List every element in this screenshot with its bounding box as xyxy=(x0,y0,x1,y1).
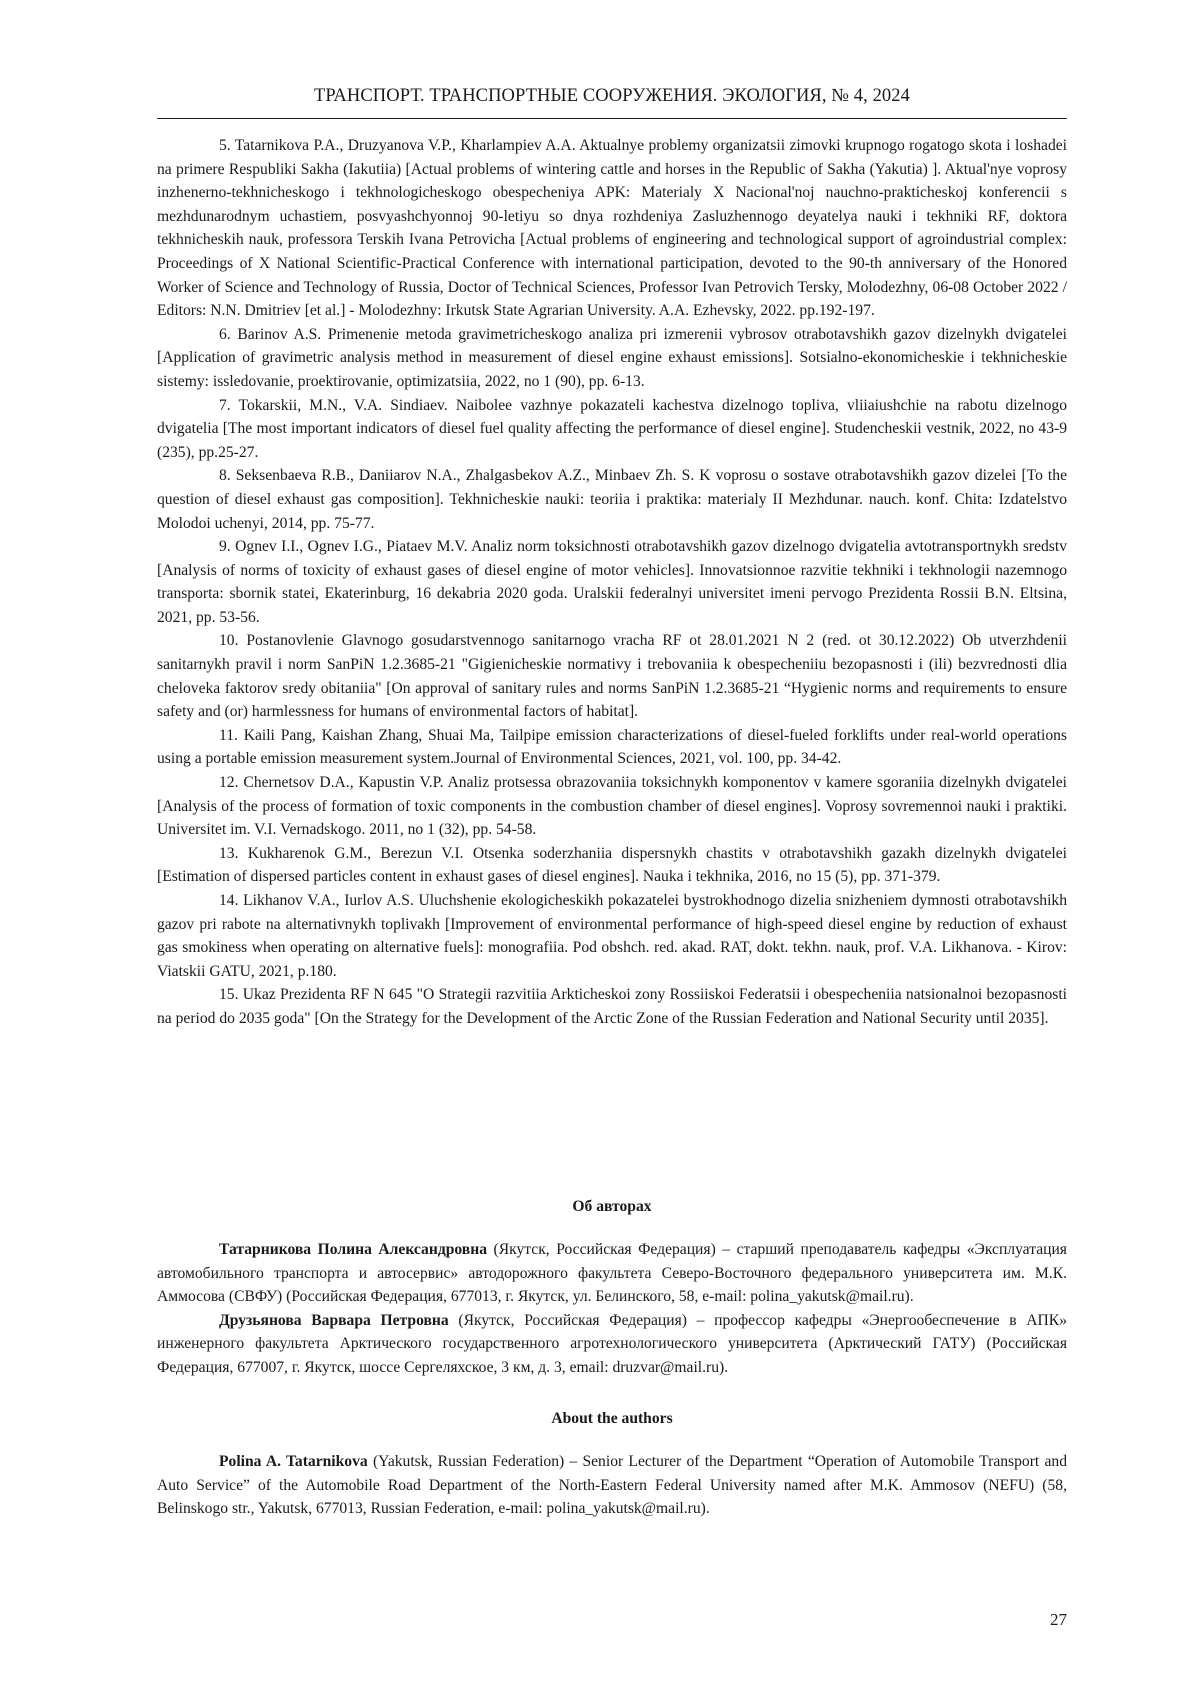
about-authors-en xyxy=(157,1450,1067,1521)
reference-item: 13. Kukharenok G.M., Berezun V.I. Otsenka soderzhaniia dispersnykh chastits v otrabotavshikh gazakh dizelnykh dvigatelei [Estimation of dispersed particles content in exhaust gases of diesel engines]. Nauka i tekhnika, 2016, no 15 (5), pp. 371-379. xyxy=(157,842,1067,889)
document-page xyxy=(157,0,1067,1698)
reference-item: 7. Tokarskii, M.N., V.A. Sindiaev. Naibolee vazhnye pokazateli kachestva dizelnogo topliva, vliiaiushchie na rabotu dizelnogo dvigatelia [The most important indicators of diesel fuel quality affecting the performance of diesel engine]. Studencheskii vestnik, 2022, no 43-9 (235), pp.25-27. xyxy=(157,394,1067,465)
author-entry xyxy=(157,1309,1067,1380)
reference-item: 14. Likhanov V.A., Iurlov A.S. Uluchshenie ekologicheskikh pokazatelei bystrokhodnogo dizelia snizheniem dymnosti otrabotavshikh gazov pri rabote na alternativnykh toplivakh [Improvement of environmental performance of high-speed diesel engine by reduction of exhaust gas smokiness when operating on alternative fuels]: monografiia. Pod obshch. red. akad. RAT, dokt. tekhn. nauk, prof. V.A. Likhanova. - Kirov: Viatskii GATU, 2021, p.180. xyxy=(157,889,1067,983)
author-details: (Yakutsk, Russian Federation) – Senior Lecturer of the Department “Operation of Automobile Transport and Auto Service” of the Automobile Road Department of the North-Eastern Federal University named after M.K. Ammosov (NEFU) (58, Belinskogo str., Yakutsk, 677013, Russian Federation, e-mail: polina_yakutsk@mail.ru). xyxy=(157,1453,1067,1517)
reference-item: 6. Barinov A.S. Primenenie metoda gravimetricheskogo analiza pri izmerenii vybrosov otrabotavshikh gazov dizelnykh dvigatelei [Application of gravimetric analysis method in measurement of diesel engine exhaust emissions]. Sotsialno-ekonomicheskie i tekhnicheskie sistemy: issledovanie, proektirovanie, optimizatsiia, 2022, no 1 (90), pp. 6-13. xyxy=(157,323,1067,394)
author-details: (Якутск, Российская Федерация) – старший преподаватель кафедры «Эксплуатация автомобильного транспорта и автосервис» автодорожного факультета Северо-Восточного федерального университета им. М.К. Аммосова (СВФУ) (Российская Федерация, 677013, г. Якутск, ул. Белинского, 58, e-mail: polina_yakutsk@mail.ru). xyxy=(157,1241,1067,1305)
reference-item: 10. Postanovlenie Glavnogo gosudarstvennogo sanitarnogo vracha RF ot 28.01.2021 N 2 (red. ot 30.12.2022) Ob utverzhdenii sanitarnykh pravil i norm SanPiN 1.2.3685-21 "Gigienicheskie normativy i trebovaniia k obespecheniiu bezopasnosti i (ili) bezvrednosti dlia cheloveka faktorov sredy obitaniia" [On approval of sanitary rules and norms SanPiN 1.2.3685-21 “Hygienic norms and requirements to ensure safety and (or) harmlessness for humans of environmental factors of habitat]. xyxy=(157,629,1067,723)
about-authors-ru xyxy=(157,1238,1067,1380)
reference-item: 8. Seksenbaeva R.B., Daniiarov N.A., Zhalgasbekov A.Z., Minbaev Zh. S. K voprosu o sostave otrabotavshikh gazov dizelei [To the question of diesel exhaust gas composition]. Tekhnicheskie nauki: teoriia i praktika: materialy II Mezhdunar. nauch. konf. Chita: Izdatelstvo Molodoi uchenyi, 2014, pp. 75-77. xyxy=(157,464,1067,535)
references-list xyxy=(157,134,1067,1031)
author-details: (Якутск, Российская Федерация) – профессор кафедры «Энергообеспечение в АПК» инженерного факультета Арктического государственного агротехнологического университета (Арктический ГАТУ) (Российская Федерация, 677007, г. Якутск, шоссе Сергеляхское, 3 км, д. 3, email: druzvar@mail.ru). xyxy=(157,1312,1067,1376)
author-entry xyxy=(157,1238,1067,1309)
reference-item: 15. Ukaz Prezidenta RF N 645 "O Strategii razvitiia Arkticheskoi zony Rossiiskoi Federatsii i obespecheniia natsionalnoi bezopasnosti na period do 2035 goda" [On the Strategy for the Development of the Arctic Zone of the Russian Federation and National Security until 2035]. xyxy=(157,983,1067,1030)
header-rule xyxy=(157,118,1067,119)
author-name: Polina A. Tatarnikova xyxy=(219,1453,368,1470)
reference-item: 11. Kaili Pang, Kaishan Zhang, Shuai Ma, Tailpipe emission characterizations of diesel-fueled forklifts under real-world operations using a portable emission measurement system.Journal of Environmental Sciences, 2021, vol. 100, pp. 34-42. xyxy=(157,724,1067,771)
author-name: Друзьянова Варвара Петровна xyxy=(219,1312,449,1329)
reference-item: 9. Ognev I.I., Ognev I.G., Piataev M.V. Analiz norm toksichnosti otrabotavshikh gazov dizelnogo dvigatelia avtotransportnykh sredstv [Analysis of norms of toxicity of exhaust gases of diesel engine of motor vehicles]. Innovatsionnoe razvitie tekhniki i tekhnologii nazemnogo transporta: sbornik statei, Ekaterinburg, 16 dekabria 2020 goda. Uralskii federalnyi universitet imeni pervogo Prezidenta Rossii B.N. Eltsina, 2021, pp. 53-56. xyxy=(157,535,1067,629)
reference-item: 5. Tatarnikova P.A., Druzyanova V.P., Kharlampiev A.A. Aktualnye problemy organizatsii zimovki krupnogo rogatogo skota i loshadei na primere Respubliki Sakha (Iakutiia) [Actual problems of wintering cattle and horses in the Republic of Sakha (Yakutia) ]. Aktual'nye voprosy inzhenerno-tekhnicheskogo i tekhnologicheskogo obespecheniya APK: Materialy X Nacional'noj nauchno-prakticheskoj konferencii s mezhdunarodnym uchastiem, posvyashchyonnoj 90-letiyu so dnya rozhdeniya Zasluzhennogo deyatelya nauki i tekhniki RF, doktora tekhnicheskih nauk, professora Terskih Ivana Petrovicha [Actual problems of engineering and technological support of agroindustrial complex: Proceedings of X National Scientific-Practical Conference with international participation, devoted to the 90-th anniversary of the Honored Worker of Science and Technology of Russia, Doctor of Technical Sciences, Professor Ivan Petrovich Tersky, Molodezhny, 06-08 October 2022 / Editors: N.N. Dmitriev [et al.] - Molodezhny: Irkutsk State Agrarian University. A.A. Ezhevsky, 2022. pp.192-197. xyxy=(157,134,1067,323)
about-authors-en-heading: About the authors xyxy=(157,1410,1067,1428)
page-number: 27 xyxy=(1050,1610,1067,1630)
reference-item: 12. Chernetsov D.A., Kapustin V.P. Analiz protsessa obrazovaniia toksichnykh komponentov v kamere sgoraniia dizelnykh dvigatelei [Analysis of the process of formation of toxic components in the combustion chamber of diesel engines]. Voprosy sovremennoi nauki i praktiki. Universitet im. V.I. Vernadskogo. 2011, no 1 (32), pp. 54-58. xyxy=(157,771,1067,842)
author-name: Татарникова Полина Александровна xyxy=(219,1241,487,1258)
author-entry xyxy=(157,1450,1067,1521)
running-header: ТРАНСПОРТ. ТРАНСПОРТНЫЕ СООРУЖЕНИЯ. ЭКОЛОГИЯ, № 4, 2024 xyxy=(157,86,1067,107)
about-authors-ru-heading: Об авторах xyxy=(157,1198,1067,1216)
